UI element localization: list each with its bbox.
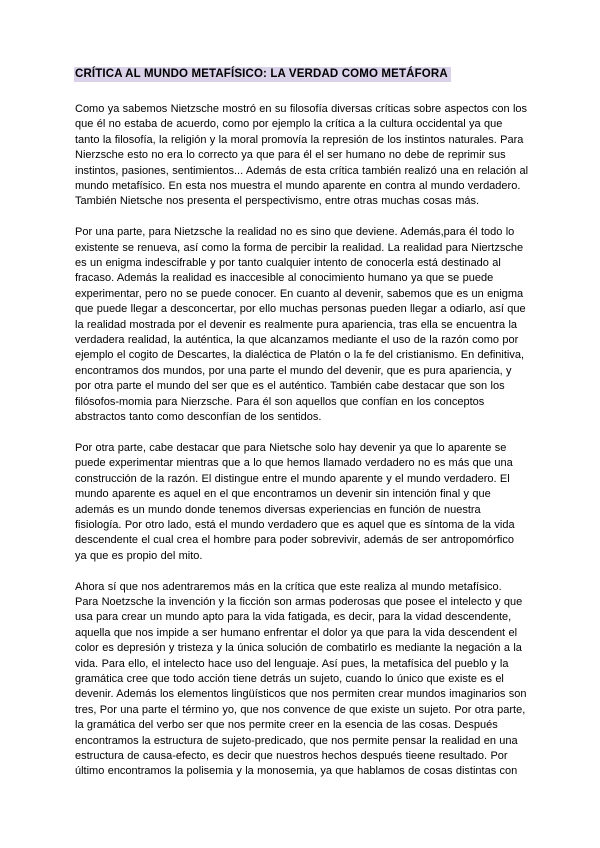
document-body [75,102,528,780]
document-title [75,67,528,82]
paragraph: Por una parte, para Nietzsche la realidad no es sino que deviene. Además,para él todo lo existente se renueva, así como la forma de percibir la realidad. La realidad para Niertzsche es un enigma indescifrable y por tanto cualquier intento de conocerla está destinado al fracaso. Además la realidad es inaccesible al conocimiento humano ya que se puede experimentar, pero no se puede conocer. En cuanto al devenir, sabemos que es un enigma que puede llegar a desconcertar, por ello muchas personas pueden llegar a odiarlo, así que la realidad mostrada por el devenir es realmente pura apariencia, tras ella se encuentra la verdadera realidad, la auténtica, la que alcanzamos mediante el uso de la razón como por ejemplo el cogito de Descartes, la dialéctica de Platón o la fe del cristianismo. En definitiva, encontramos dos mundos, por una parte el mundo del devenir, que es pura apariencia, y por otra parte el mundo del ser que es el auténtico. También cabe destacar que son los filósofos-momia para Nierzsche. Para él son aquellos que confían en los conceptos abstractos tanto como desconfían de los sentidos. [75,226,526,424]
paragraph: Como ya sabemos Nietzsche mostró en su filosofía diversas críticas sobre aspectos con los que él no estaba de acuerdo, como por ejemplo la crítica a la cultura occidental ya que tanto la filosofía, la religión y la moral promovía la represión de los instintos naturales. Para Nierzsche esto no era lo correcto ya que para él el ser humano no debe de reprimir sus instintos, pasiones, sentimientos... Además de esta crítica también realizó una en relación al mundo metafísico. En esta nos muestra el mundo aparente en contra al mundo verdadero. También Nietsche nos presenta el perspectivismo, entre otras muchas cosas más. [75,103,529,208]
paragraph: Ahora sí que nos adentraremos más en la crítica que este realiza al mundo metafísico. Para Noetzsche la invención y la ficción son armas poderosas que posee el intelecto y que usa para crear un mundo apto para la vida fatigada, es decir, para la vidad descendente, aquella que nos impide a ser humano enfrentar el dolor ya que para la vida descendent el color es depresión y tristeza y la única solución de combatirlo es mediante la negación a la vida. Para ello, el intelecto hace uso del lenguaje. Así pues, la metafísica del pueblo y la gramática cree que todo acción tiene detrás un sujeto, cuando lo único que existe es el devenir. Además los elementos lingüísticos que nos permiten crear mundos imaginarios son tres, Por una parte el término yo, que nos convence de que existe un sujeto. Por otra parte, la gramática del verbo ser que nos permite creer en la esencia de las cosas. Después encontramos la estructura de sujeto-predicado, que nos permite pensar la realidad en una estructura de causa-efecto, es decir que nuestros hechos después tieene resultado. Por último encontramos la polisemia y la monosemia, ya que hablamos de cosas distintas con [75,580,527,778]
paragraph: Por otra parte, cabe destacar que para Nietsche solo hay devenir ya que lo aparente se puede experimentar mientras que a lo que hemos llamado verdadero no es más que una construcción de la razón. El distingue entre el mundo aparente y el mundo verdadero. El mundo aparente es aquel en el que encontramos un devenir sin intención final y que además es un mundo donde tenemos diversas experiencias en función de nuestra fisiología. Por otro lado, está el mundo verdadero que es aquel que es síntoma de la vida descendente el cual crea el hombre para poder sobrevivir, además de ser antropomórfico ya que es propio del mito. [75,441,515,562]
title-highlight: CRÍTICA AL MUNDO METAFÍSICO: LA VERDAD COMO METÁFORA [74,67,451,82]
